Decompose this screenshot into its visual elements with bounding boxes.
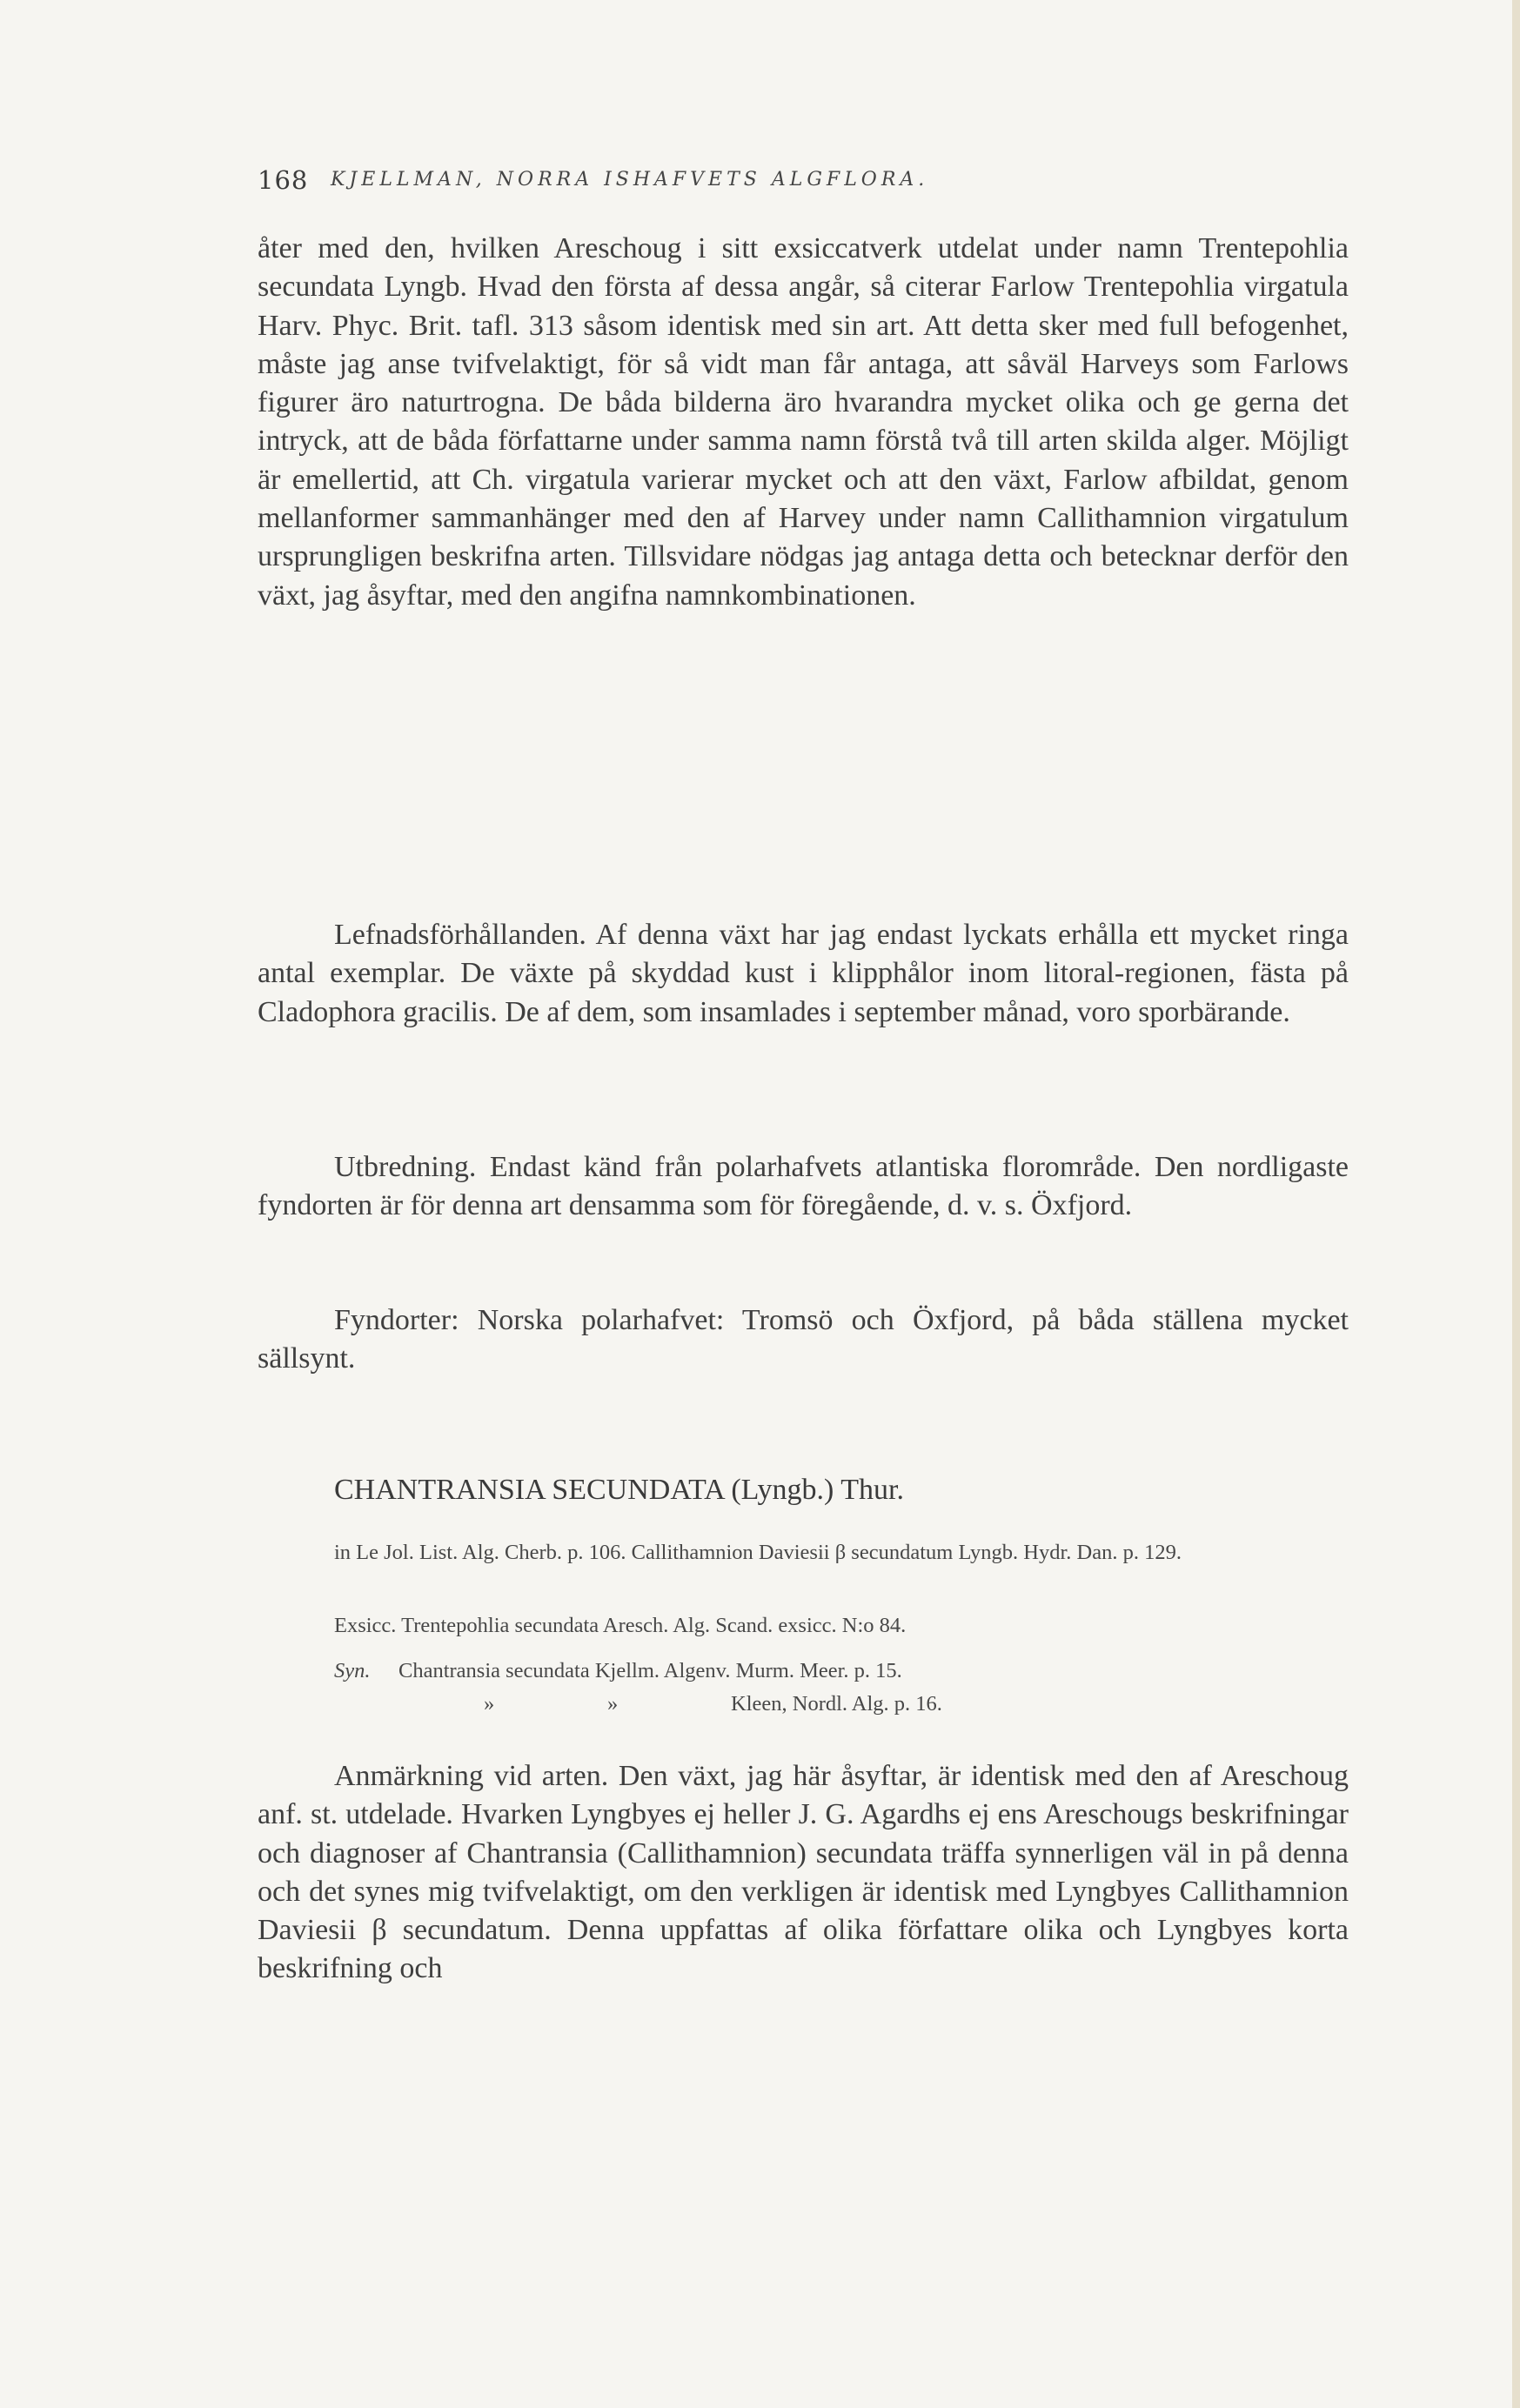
ditto-mark: »: [484, 1692, 495, 1716]
synonym-list: [258, 1655, 1349, 1721]
synonym-row: [258, 1655, 1349, 1688]
exsiccata-paragraph: Exsicc. Trentepohlia secundata Aresch. Alg. Scand. exsicc. N:o 84.: [334, 1614, 907, 1637]
citation-paragraph: in Le Jol. List. Alg. Cherb. p. 106. Callithamnion Daviesii β secundatum Lyngb. Hydr. Dan. p. 129.: [334, 1541, 1182, 1564]
paragraph-synonymy-discussion: åter med den, hvilken Areschoug i sitt exsiccatverk utdelat under namn Trentepohlia secundata Lyngb. Hvad den första af dessa angår, så citerar Farlow Trentepohlia virgatula Harv. Phyc. Brit. tafl. 313 såsom identisk med sin art. Att detta sker med full befogenhet, måste jag anse tvifvelaktigt, för så vidt man får antaga, att såväl Harveys som Farlows figurer äro naturtrogna. De båda bilderna äro hvarandra mycket olika och ge gerna det intryck, att de båda författarne under samma namn förstå två till arten skilda alger. Möjligt är emellertid, att Ch. virgatula varierar mycket och att den växt, Farlow afbildat, genom mellanformer sammanhänger med den af Harvey under namn Callithamnion virgatulum ursprungligen beskrifna arten. Tillsvidare nödgas jag antaga detta och betecknar derför den växt, jag åsyftar, med den angifna namnkombinationen.: [258, 232, 1349, 612]
paragraph-habitat: Lefnadsförhållanden. Af denna växt har jag endast lyckats erhålla ett mycket ringa antal exemplar. De växte på skyddad kust i klipphålor inom litoral-regionen, fästa på Cladophora gracilis. De af dem, som insamlades i september månad, voro sporbärande.: [258, 919, 1349, 1028]
synonym-entry: Chantransia secundata Kjellm. Algenv. Murm. Meer. p. 15.: [398, 1659, 902, 1682]
page-number: 168: [258, 165, 309, 195]
paragraph-localities: Fyndorter: Norska polarhafvet: Tromsö och Öxfjord, på båda ställena mycket sällsynt.: [258, 1304, 1349, 1375]
page-edge: [1512, 0, 1520, 2408]
synonym-entry: Kleen, Nordl. Alg. p. 16.: [731, 1692, 942, 1716]
running-title: KJELLMAN, NORRA ISHAFVETS ALGFLORA.: [331, 169, 929, 191]
synonym-label: Syn.: [334, 1659, 371, 1682]
species-heading: CHANTRANSIA SECUNDATA (Lyngb.) Thur.: [334, 1474, 904, 1506]
paragraph-remark: Anmärkning vid arten. Den växt, jag här åsyftar, är identisk med den af Areschoug anf. st. utdelade. Hvarken Lyngbyes ej heller J. G. Agardhs ej ens Areschougs beskrifningar och diagnoser af Chantransia (Callithamnion) secundata träffa synnerligen väl in på denna och det synes mig tvifvelaktigt, om den verkligen är identisk med Lyngbyes Callithamnion Daviesii β secundatum. Denna uppfattas af olika författare olika och Lyngbyes korta beskrifning och: [258, 1760, 1349, 1985]
ditto-mark: »: [607, 1692, 619, 1716]
synonym-row: [258, 1688, 1349, 1721]
page-header: [258, 165, 1345, 200]
paragraph-distribution: Utbredning. Endast känd från polarhafvets atlantiska florområde. Den nordligaste fyndorten är för denna art densamma som för föregående, d. v. s. Öxfjord.: [258, 1151, 1349, 1222]
